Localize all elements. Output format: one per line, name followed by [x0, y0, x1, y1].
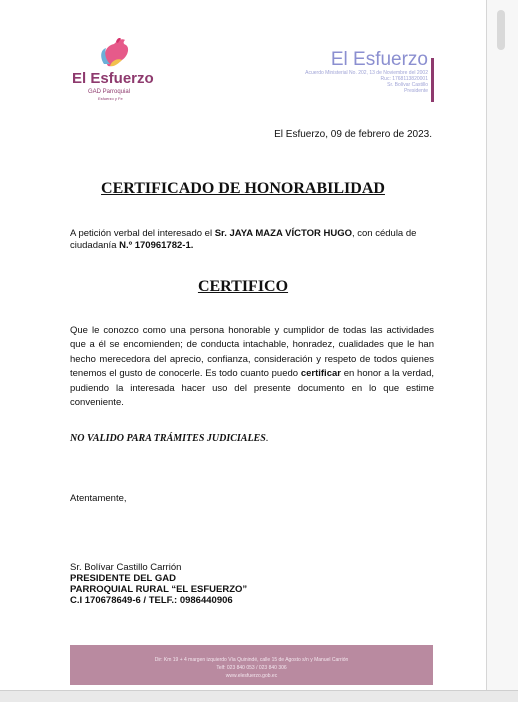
- letterhead-line-3: Sr. Bolívar Castillo: [387, 82, 428, 88]
- intro-text-1: A petición verbal del interesado el: [70, 228, 215, 239]
- closing: Atentamente,: [70, 493, 127, 504]
- intro-text-2: , con cédula de ciudadanía: [70, 228, 417, 251]
- not-valid-dot: .: [265, 433, 269, 444]
- body-bold-word: certificar: [300, 368, 341, 380]
- signer-role-1: PRESIDENTE DEL GAD: [70, 573, 176, 584]
- document-date: El Esfuerzo, 09 de febrero de 2023.: [274, 129, 432, 140]
- vertical-scrollbar[interactable]: [487, 0, 518, 690]
- letterhead-line-2: Ruc: 1768113820001: [380, 76, 428, 82]
- petitioner-name: Sr. JAYA MAZA VÍCTOR HUGO: [214, 228, 352, 239]
- footer-phone: Telf: 023 840 053 / 023 840 306: [216, 665, 287, 671]
- signer-contact: C.I 170678649-6 / TELF.: 0986440906: [70, 595, 233, 606]
- intro-paragraph: [70, 228, 440, 252]
- scrollbar-thumb[interactable]: [497, 10, 505, 50]
- signer-name: Sr. Bolívar Castillo Carrión: [70, 562, 182, 573]
- body-paragraph: [70, 324, 434, 410]
- not-valid-text: NO VALIDO PARA TRÁMITES JUDICIALES: [70, 433, 266, 444]
- document-title: CERTIFICADO DE HONORABILIDAD: [101, 180, 385, 197]
- letterhead: [305, 50, 428, 94]
- certifico-heading: CERTIFICO: [197, 278, 289, 295]
- body-text-1: Que le conozco como una persona honorable y cumplidor de todas las actividades que a él se encomienden; de conducta intachable, honradez, cualidades que le han hecho merecedora del aprecio, confianza, consideración y respeto de todos quienes tenemos el gusto de conocerle. Es todo cuanto puedo: [70, 325, 434, 380]
- signer-role-2: PARROQUIAL RURAL “EL ESFUERZO”: [70, 584, 248, 595]
- logo-title: El Esfuerzo: [72, 70, 154, 87]
- horizontal-scrollbar[interactable]: [0, 690, 518, 702]
- signature-block: [70, 562, 247, 606]
- letterhead-divider: [431, 58, 434, 102]
- body-text-2: en honor a la verdad, pudiendo la interesada hacer uso del presente documento en lo que estime conveniente.: [70, 368, 434, 409]
- footer-website: www.elesfuerzo.gob.ec: [225, 673, 278, 679]
- logo-subtitle: GAD Parroquial: [88, 89, 131, 95]
- not-valid-notice: [70, 433, 268, 444]
- letterhead-line-4: Presidente: [404, 88, 428, 94]
- gad-logo: [72, 36, 162, 101]
- footer-address: Dir: Km 19 + 4 margen izquierdo Vía Quinindé, calle 15 de Agosto s/n y Manuel Carrión: [154, 657, 349, 663]
- footer-banner: [70, 645, 433, 685]
- logo-tagline: Esfuerzo y Fe: [98, 96, 123, 101]
- petitioner-id: N.º 170961782-1.: [119, 240, 194, 251]
- rooster-icon: [98, 36, 134, 70]
- letterhead-name: El Esfuerzo: [330, 49, 428, 70]
- letterhead-line-1: Acuerdo Ministerial No. 202, 13 de Noviembre del 2002: [305, 70, 428, 76]
